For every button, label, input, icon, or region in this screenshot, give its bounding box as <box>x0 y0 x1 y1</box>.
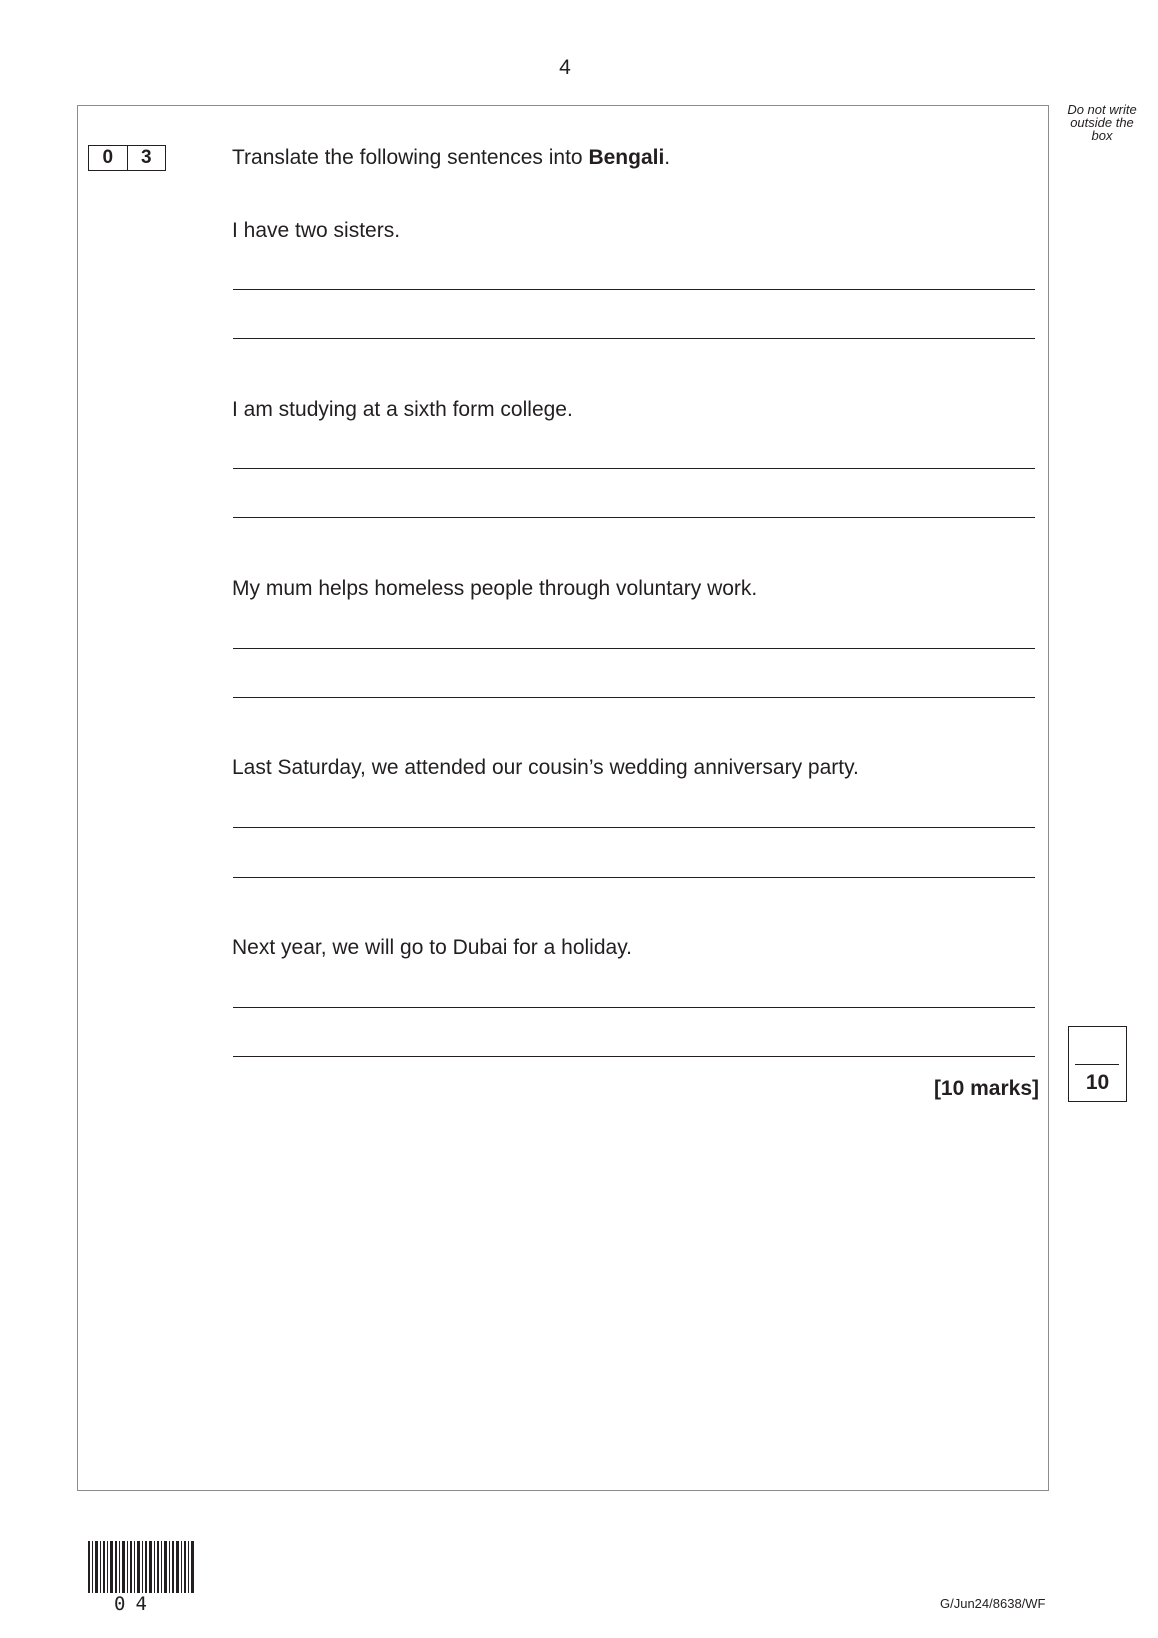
instruction-end: . <box>664 146 671 169</box>
answer-line[interactable] <box>233 468 1035 469</box>
sentence-3: My mum helps homeless people through voluntary work. <box>232 577 758 600</box>
instruction-text: Translate the following sentences into <box>232 146 589 169</box>
marks-label: [10 marks] <box>933 1077 1039 1100</box>
barcode-number: 04 <box>114 1593 157 1615</box>
question-instruction <box>232 145 670 171</box>
answer-line[interactable] <box>233 648 1035 649</box>
sentence-5: Next year, we will go to Dubai for a holiday. <box>232 936 632 959</box>
sentence-2: I am studying at a sixth form college. <box>232 398 573 421</box>
question-digit: 3 <box>127 146 166 170</box>
answer-line[interactable] <box>233 697 1035 698</box>
answer-line[interactable] <box>233 1007 1035 1008</box>
score-entry-line[interactable] <box>1075 1064 1119 1065</box>
answer-line[interactable] <box>233 338 1035 339</box>
answer-line[interactable] <box>233 877 1035 878</box>
answer-line[interactable] <box>233 289 1035 290</box>
page-number: 4 <box>559 56 571 79</box>
answer-line[interactable] <box>233 1056 1035 1057</box>
score-box <box>1068 1026 1127 1102</box>
footer-code: G/Jun24/8638/WF <box>940 1596 1046 1611</box>
question-number-box <box>88 145 166 171</box>
margin-note: Do not write outside the box <box>1067 102 1137 143</box>
sentence-4: Last Saturday, we attended our cousin’s wedding anniversary party. <box>232 756 859 779</box>
instruction-language: Bengali <box>588 146 665 169</box>
barcode-icon <box>88 1541 194 1593</box>
answer-area-border <box>77 105 1049 1491</box>
score-total: 10 <box>1085 1071 1110 1094</box>
answer-line[interactable] <box>233 827 1035 828</box>
answer-line[interactable] <box>233 517 1035 518</box>
sentence-1: I have two sisters. <box>232 219 401 242</box>
question-digit: 0 <box>102 147 114 168</box>
